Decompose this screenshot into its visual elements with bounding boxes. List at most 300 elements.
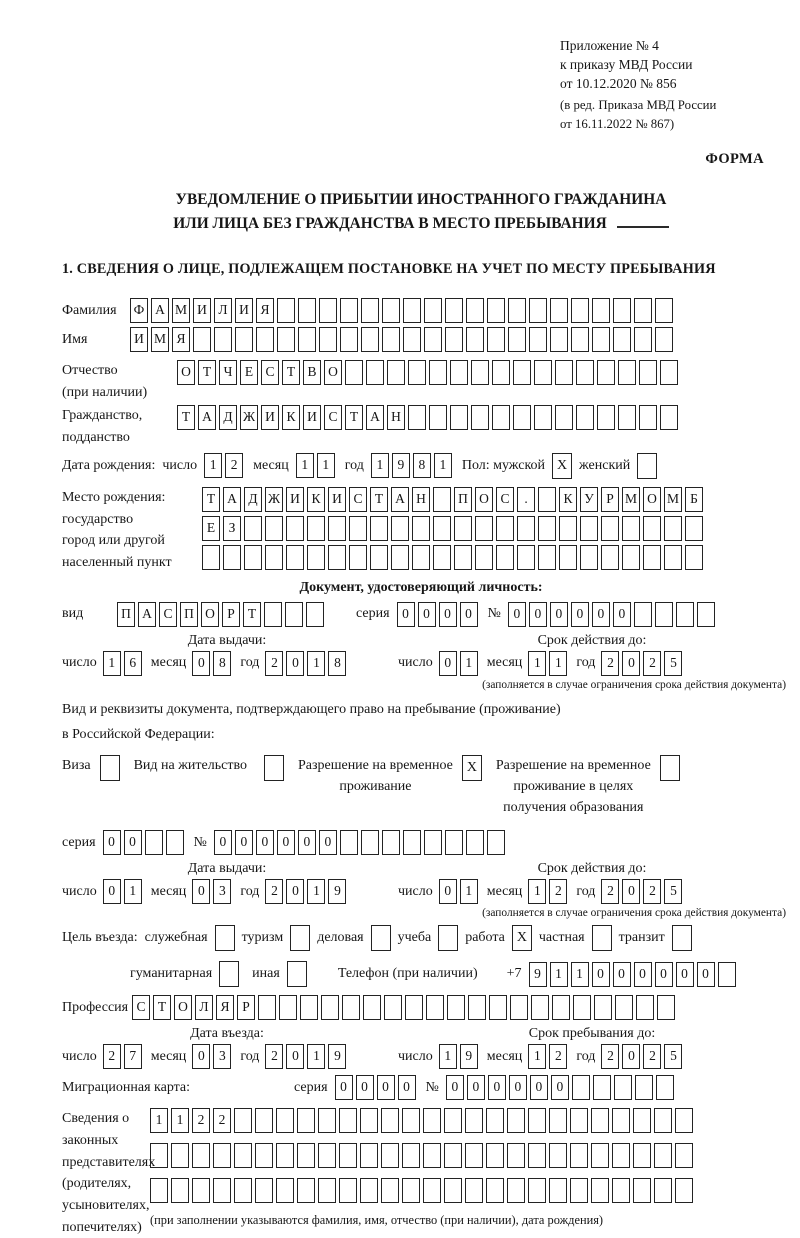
char-cell[interactable]: 0 [397, 602, 415, 627]
char-cell[interactable]: 1 [549, 651, 567, 676]
char-cell[interactable] [445, 327, 463, 352]
char-cell[interactable] [424, 327, 442, 352]
char-cell[interactable]: И [286, 487, 304, 512]
char-cell[interactable] [633, 1108, 651, 1133]
char-cell[interactable] [307, 545, 325, 570]
char-cell[interactable]: А [198, 405, 216, 430]
purpose-private-checkbox[interactable] [592, 925, 612, 951]
char-cell[interactable] [297, 1143, 315, 1168]
char-cell[interactable] [591, 1178, 609, 1203]
char-cell[interactable]: Т [202, 487, 220, 512]
char-cell[interactable]: А [366, 405, 384, 430]
char-cell[interactable] [429, 405, 447, 430]
char-cell[interactable] [466, 298, 484, 323]
char-cell[interactable] [534, 360, 552, 385]
char-cell[interactable]: 1 [439, 1044, 457, 1069]
char-cell[interactable]: 0 [439, 651, 457, 676]
char-cell[interactable] [265, 516, 283, 541]
char-cell[interactable] [297, 1108, 315, 1133]
char-cell[interactable] [529, 298, 547, 323]
char-cell[interactable] [528, 1143, 546, 1168]
char-cell[interactable]: 8 [213, 651, 231, 676]
female-checkbox[interactable] [637, 453, 657, 479]
char-cell[interactable]: Д [219, 405, 237, 430]
char-cell[interactable]: Н [412, 487, 430, 512]
char-cell[interactable]: 0 [550, 602, 568, 627]
char-cell[interactable] [549, 1108, 567, 1133]
char-cell[interactable]: 1 [528, 1044, 546, 1069]
char-cell[interactable] [403, 298, 421, 323]
char-cell[interactable] [345, 360, 363, 385]
char-cell[interactable]: Ж [240, 405, 258, 430]
char-cell[interactable]: 8 [328, 651, 346, 676]
char-cell[interactable] [450, 405, 468, 430]
residence-permit-checkbox[interactable] [264, 755, 284, 781]
char-cell[interactable]: Я [216, 995, 234, 1020]
char-cell[interactable] [403, 327, 421, 352]
char-cell[interactable] [471, 360, 489, 385]
char-cell[interactable]: И [303, 405, 321, 430]
char-cell[interactable] [486, 1178, 504, 1203]
char-cell[interactable]: 1 [171, 1108, 189, 1133]
char-cell[interactable]: Л [214, 298, 232, 323]
char-cell[interactable] [528, 1178, 546, 1203]
char-cell[interactable]: 1 [296, 453, 314, 478]
char-cell[interactable]: 1 [371, 453, 389, 478]
char-cell[interactable]: О [643, 487, 661, 512]
char-cell[interactable] [475, 516, 493, 541]
char-cell[interactable] [328, 516, 346, 541]
char-cell[interactable]: 1 [528, 879, 546, 904]
char-cell[interactable] [559, 516, 577, 541]
char-cell[interactable] [445, 830, 463, 855]
char-cell[interactable] [171, 1178, 189, 1203]
char-cell[interactable] [265, 545, 283, 570]
char-cell[interactable] [387, 360, 405, 385]
char-cell[interactable] [492, 405, 510, 430]
char-cell[interactable] [656, 1075, 674, 1100]
char-cell[interactable] [193, 327, 211, 352]
char-cell[interactable]: 1 [528, 651, 546, 676]
char-cell[interactable] [444, 1143, 462, 1168]
char-cell[interactable]: С [132, 995, 150, 1020]
char-cell[interactable] [660, 405, 678, 430]
char-cell[interactable]: 2 [265, 1044, 283, 1069]
purpose-work-checkbox[interactable]: X [512, 925, 532, 951]
char-cell[interactable]: А [223, 487, 241, 512]
char-cell[interactable]: М [664, 487, 682, 512]
char-cell[interactable]: Е [202, 516, 220, 541]
char-cell[interactable]: Т [345, 405, 363, 430]
char-cell[interactable] [454, 545, 472, 570]
char-cell[interactable] [244, 516, 262, 541]
char-cell[interactable]: Т [243, 602, 261, 627]
char-cell[interactable]: 1 [550, 962, 568, 987]
char-cell[interactable]: 0 [335, 1075, 353, 1100]
char-cell[interactable] [466, 830, 484, 855]
char-cell[interactable] [496, 545, 514, 570]
char-cell[interactable] [655, 298, 673, 323]
char-cell[interactable]: 2 [601, 651, 619, 676]
char-cell[interactable] [660, 360, 678, 385]
char-cell[interactable] [423, 1178, 441, 1203]
char-cell[interactable] [635, 1075, 653, 1100]
char-cell[interactable]: 0 [439, 602, 457, 627]
char-cell[interactable] [444, 1178, 462, 1203]
char-cell[interactable] [571, 327, 589, 352]
char-cell[interactable]: Т [177, 405, 195, 430]
char-cell[interactable]: 2 [601, 1044, 619, 1069]
char-cell[interactable]: Ф [130, 298, 148, 323]
char-cell[interactable] [487, 830, 505, 855]
char-cell[interactable]: 0 [571, 602, 589, 627]
char-cell[interactable]: И [235, 298, 253, 323]
char-cell[interactable] [426, 995, 444, 1020]
char-cell[interactable] [513, 405, 531, 430]
char-cell[interactable]: К [559, 487, 577, 512]
char-cell[interactable] [366, 360, 384, 385]
char-cell[interactable]: Ч [219, 360, 237, 385]
char-cell[interactable] [340, 327, 358, 352]
char-cell[interactable] [382, 830, 400, 855]
char-cell[interactable] [450, 360, 468, 385]
char-cell[interactable] [685, 545, 703, 570]
purpose-other-checkbox[interactable] [287, 961, 307, 987]
char-cell[interactable] [297, 1178, 315, 1203]
char-cell[interactable] [466, 327, 484, 352]
char-cell[interactable]: 0 [319, 830, 337, 855]
male-checkbox[interactable]: X [552, 453, 572, 479]
char-cell[interactable]: 1 [434, 453, 452, 478]
char-cell[interactable]: К [307, 487, 325, 512]
char-cell[interactable] [255, 1108, 273, 1133]
char-cell[interactable] [402, 1143, 420, 1168]
char-cell[interactable]: 1 [124, 879, 142, 904]
purpose-business-checkbox[interactable] [371, 925, 391, 951]
char-cell[interactable] [657, 995, 675, 1020]
char-cell[interactable] [423, 1143, 441, 1168]
char-cell[interactable] [276, 1108, 294, 1133]
char-cell[interactable]: И [130, 327, 148, 352]
char-cell[interactable] [321, 995, 339, 1020]
char-cell[interactable] [258, 995, 276, 1020]
char-cell[interactable] [471, 405, 489, 430]
char-cell[interactable]: К [282, 405, 300, 430]
char-cell[interactable]: З [223, 516, 241, 541]
char-cell[interactable] [279, 995, 297, 1020]
char-cell[interactable] [685, 516, 703, 541]
char-cell[interactable] [234, 1108, 252, 1133]
char-cell[interactable] [339, 1108, 357, 1133]
char-cell[interactable]: 9 [328, 879, 346, 904]
char-cell[interactable] [643, 545, 661, 570]
char-cell[interactable] [328, 545, 346, 570]
char-cell[interactable]: 1 [307, 651, 325, 676]
char-cell[interactable]: С [324, 405, 342, 430]
char-cell[interactable] [447, 995, 465, 1020]
char-cell[interactable] [549, 1143, 567, 1168]
char-cell[interactable]: 2 [601, 879, 619, 904]
char-cell[interactable] [403, 830, 421, 855]
visa-checkbox[interactable] [100, 755, 120, 781]
char-cell[interactable]: 0 [467, 1075, 485, 1100]
char-cell[interactable] [664, 545, 682, 570]
char-cell[interactable] [614, 1075, 632, 1100]
char-cell[interactable]: 0 [377, 1075, 395, 1100]
char-cell[interactable]: У [580, 487, 598, 512]
char-cell[interactable] [538, 545, 556, 570]
char-cell[interactable]: 0 [277, 830, 295, 855]
char-cell[interactable] [307, 516, 325, 541]
char-cell[interactable] [697, 602, 715, 627]
char-cell[interactable]: 0 [530, 1075, 548, 1100]
char-cell[interactable]: 0 [613, 962, 631, 987]
char-cell[interactable] [361, 327, 379, 352]
char-cell[interactable]: И [328, 487, 346, 512]
char-cell[interactable] [489, 995, 507, 1020]
char-cell[interactable] [675, 1178, 693, 1203]
char-cell[interactable] [594, 995, 612, 1020]
char-cell[interactable] [192, 1143, 210, 1168]
char-cell[interactable]: И [193, 298, 211, 323]
char-cell[interactable]: Б [685, 487, 703, 512]
char-cell[interactable] [549, 1178, 567, 1203]
char-cell[interactable] [306, 602, 324, 627]
char-cell[interactable]: 0 [592, 962, 610, 987]
char-cell[interactable]: 2 [549, 879, 567, 904]
char-cell[interactable] [507, 1108, 525, 1133]
char-cell[interactable] [255, 1178, 273, 1203]
char-cell[interactable]: 0 [439, 879, 457, 904]
char-cell[interactable] [429, 360, 447, 385]
purpose-study-checkbox[interactable] [438, 925, 458, 951]
char-cell[interactable]: 0 [613, 602, 631, 627]
char-cell[interactable] [298, 298, 316, 323]
char-cell[interactable] [487, 327, 505, 352]
char-cell[interactable]: 2 [549, 1044, 567, 1069]
char-cell[interactable]: 0 [398, 1075, 416, 1100]
char-cell[interactable] [223, 545, 241, 570]
char-cell[interactable]: 2 [643, 1044, 661, 1069]
char-cell[interactable] [576, 360, 594, 385]
char-cell[interactable] [202, 545, 220, 570]
char-cell[interactable] [319, 327, 337, 352]
char-cell[interactable]: 0 [446, 1075, 464, 1100]
char-cell[interactable] [402, 1178, 420, 1203]
char-cell[interactable]: 0 [214, 830, 232, 855]
char-cell[interactable] [571, 298, 589, 323]
char-cell[interactable] [340, 298, 358, 323]
char-cell[interactable] [580, 545, 598, 570]
char-cell[interactable] [318, 1108, 336, 1133]
char-cell[interactable] [433, 516, 451, 541]
char-cell[interactable]: 3 [213, 879, 231, 904]
char-cell[interactable] [534, 405, 552, 430]
char-cell[interactable] [612, 1108, 630, 1133]
char-cell[interactable] [234, 1178, 252, 1203]
char-cell[interactable] [465, 1108, 483, 1133]
char-cell[interactable] [370, 545, 388, 570]
char-cell[interactable]: А [151, 298, 169, 323]
char-cell[interactable] [370, 516, 388, 541]
char-cell[interactable] [468, 995, 486, 1020]
char-cell[interactable] [676, 602, 694, 627]
purpose-transit-checkbox[interactable] [672, 925, 692, 951]
char-cell[interactable] [424, 830, 442, 855]
char-cell[interactable]: 0 [529, 602, 547, 627]
char-cell[interactable]: 7 [124, 1044, 142, 1069]
char-cell[interactable]: 0 [508, 602, 526, 627]
char-cell[interactable] [570, 1108, 588, 1133]
char-cell[interactable] [408, 405, 426, 430]
char-cell[interactable] [508, 298, 526, 323]
char-cell[interactable]: 0 [192, 879, 210, 904]
char-cell[interactable] [412, 516, 430, 541]
char-cell[interactable]: 0 [286, 651, 304, 676]
char-cell[interactable]: И [261, 405, 279, 430]
char-cell[interactable] [150, 1178, 168, 1203]
char-cell[interactable] [408, 360, 426, 385]
char-cell[interactable] [235, 327, 253, 352]
char-cell[interactable]: 8 [413, 453, 431, 478]
char-cell[interactable]: Р [222, 602, 240, 627]
char-cell[interactable]: 0 [103, 830, 121, 855]
char-cell[interactable] [508, 327, 526, 352]
char-cell[interactable] [550, 298, 568, 323]
char-cell[interactable]: Е [240, 360, 258, 385]
char-cell[interactable]: А [391, 487, 409, 512]
char-cell[interactable]: 0 [124, 830, 142, 855]
char-cell[interactable] [612, 1143, 630, 1168]
char-cell[interactable] [601, 516, 619, 541]
char-cell[interactable] [552, 995, 570, 1020]
char-cell[interactable] [465, 1143, 483, 1168]
char-cell[interactable]: 0 [192, 1044, 210, 1069]
char-cell[interactable] [597, 360, 615, 385]
char-cell[interactable] [264, 602, 282, 627]
char-cell[interactable] [550, 327, 568, 352]
char-cell[interactable] [405, 995, 423, 1020]
char-cell[interactable]: 1 [204, 453, 222, 478]
char-cell[interactable]: П [454, 487, 472, 512]
char-cell[interactable] [145, 830, 163, 855]
char-cell[interactable] [486, 1108, 504, 1133]
char-cell[interactable]: 2 [643, 651, 661, 676]
char-cell[interactable] [382, 298, 400, 323]
char-cell[interactable] [612, 1178, 630, 1203]
char-cell[interactable] [382, 327, 400, 352]
char-cell[interactable]: С [159, 602, 177, 627]
char-cell[interactable] [718, 962, 736, 987]
char-cell[interactable] [528, 1108, 546, 1133]
char-cell[interactable] [486, 1143, 504, 1168]
char-cell[interactable] [655, 327, 673, 352]
char-cell[interactable] [381, 1108, 399, 1133]
char-cell[interactable] [319, 298, 337, 323]
char-cell[interactable] [573, 995, 591, 1020]
char-cell[interactable] [339, 1178, 357, 1203]
char-cell[interactable] [255, 1143, 273, 1168]
char-cell[interactable] [639, 405, 657, 430]
char-cell[interactable] [639, 360, 657, 385]
char-cell[interactable] [654, 1143, 672, 1168]
char-cell[interactable]: 1 [460, 651, 478, 676]
char-cell[interactable] [276, 1143, 294, 1168]
char-cell[interactable] [384, 995, 402, 1020]
char-cell[interactable]: 2 [192, 1108, 210, 1133]
char-cell[interactable]: О [201, 602, 219, 627]
char-cell[interactable] [298, 327, 316, 352]
char-cell[interactable]: 9 [328, 1044, 346, 1069]
char-cell[interactable] [510, 995, 528, 1020]
char-cell[interactable] [433, 487, 451, 512]
char-cell[interactable] [171, 1143, 189, 1168]
char-cell[interactable]: 0 [622, 879, 640, 904]
char-cell[interactable] [675, 1143, 693, 1168]
char-cell[interactable] [559, 545, 577, 570]
char-cell[interactable] [622, 545, 640, 570]
char-cell[interactable] [381, 1178, 399, 1203]
char-cell[interactable]: В [303, 360, 321, 385]
char-cell[interactable] [402, 1108, 420, 1133]
char-cell[interactable]: 2 [265, 879, 283, 904]
char-cell[interactable] [664, 516, 682, 541]
char-cell[interactable]: О [174, 995, 192, 1020]
char-cell[interactable]: 9 [529, 962, 547, 987]
char-cell[interactable] [615, 995, 633, 1020]
char-cell[interactable] [391, 545, 409, 570]
char-cell[interactable]: . [517, 487, 535, 512]
char-cell[interactable]: 0 [235, 830, 253, 855]
char-cell[interactable]: 0 [622, 1044, 640, 1069]
char-cell[interactable] [538, 516, 556, 541]
char-cell[interactable] [529, 327, 547, 352]
char-cell[interactable] [492, 360, 510, 385]
char-cell[interactable] [513, 360, 531, 385]
char-cell[interactable]: С [496, 487, 514, 512]
char-cell[interactable] [363, 995, 381, 1020]
char-cell[interactable]: 0 [286, 1044, 304, 1069]
char-cell[interactable]: О [177, 360, 195, 385]
char-cell[interactable] [618, 405, 636, 430]
char-cell[interactable] [593, 1075, 611, 1100]
char-cell[interactable]: 2 [643, 879, 661, 904]
char-cell[interactable] [538, 487, 556, 512]
char-cell[interactable] [654, 1178, 672, 1203]
char-cell[interactable] [391, 516, 409, 541]
char-cell[interactable]: 9 [392, 453, 410, 478]
char-cell[interactable]: 0 [488, 1075, 506, 1100]
char-cell[interactable] [633, 1178, 651, 1203]
char-cell[interactable]: Я [256, 298, 274, 323]
char-cell[interactable]: 5 [664, 879, 682, 904]
char-cell[interactable]: 0 [460, 602, 478, 627]
char-cell[interactable] [592, 327, 610, 352]
char-cell[interactable]: М [151, 327, 169, 352]
char-cell[interactable]: 0 [509, 1075, 527, 1100]
char-cell[interactable]: 1 [307, 879, 325, 904]
char-cell[interactable]: Л [195, 995, 213, 1020]
char-cell[interactable] [256, 327, 274, 352]
char-cell[interactable] [286, 516, 304, 541]
char-cell[interactable]: 1 [103, 651, 121, 676]
char-cell[interactable] [340, 830, 358, 855]
char-cell[interactable]: О [324, 360, 342, 385]
char-cell[interactable]: 0 [592, 602, 610, 627]
char-cell[interactable] [591, 1143, 609, 1168]
temp-residence-checkbox[interactable]: X [462, 755, 482, 781]
char-cell[interactable] [277, 327, 295, 352]
